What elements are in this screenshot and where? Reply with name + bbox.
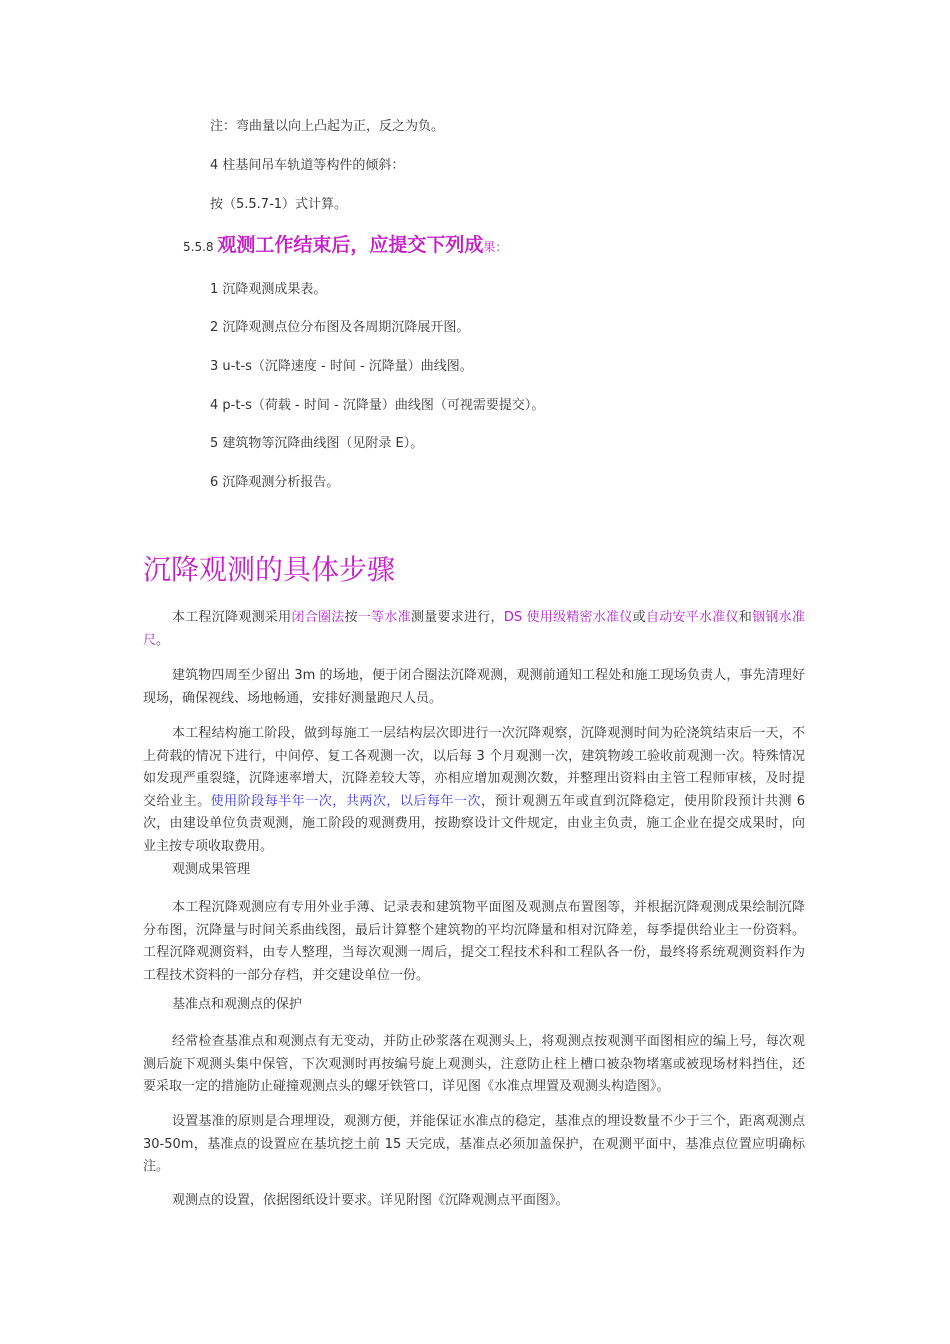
paragraph-site-prep: 建筑物四周至少留出 3m 的场地，便于闭合圈法沉降观测，观测前通知工程处和施工现场负责人，事先清理好现场，确保视线、场地畅通，安排好测量跑尺人员。 bbox=[143, 668, 805, 706]
link-first-order-leveling[interactable]: 一等水准 bbox=[357, 610, 411, 625]
deliverable-item: 6 沉降观测分析报告。 bbox=[210, 475, 340, 490]
deliverable-item: 4 p-t-s（荷载 - 时间 - 沉降量）曲线图（可视需要提交）。 bbox=[210, 398, 545, 413]
link-usage-phase-frequency[interactable]: 使用阶段每半年一次，共两次，以后每年一次 bbox=[210, 793, 482, 809]
text-run: 和 bbox=[738, 610, 753, 625]
deliverable-item: 5 建筑物等沉降曲线图（见附录 E）。 bbox=[210, 436, 424, 451]
heading-5-5-8 bbox=[183, 236, 507, 256]
deliverable-item: 2 沉降观测点位分布图及各周期沉降展开图。 bbox=[210, 320, 470, 335]
section-title: 沉降观测的具体步骤 bbox=[143, 553, 396, 586]
link-auto-level[interactable]: 自动安平水准仪 bbox=[645, 610, 739, 625]
paragraph-method bbox=[143, 607, 805, 652]
text-run: 或 bbox=[632, 610, 646, 625]
subheading-point-protection: 基准点和观测点的保护 bbox=[172, 997, 303, 1012]
link-closed-loop-method[interactable]: 闭合圈法 bbox=[291, 610, 345, 625]
subheading-results-management: 观测成果管理 bbox=[172, 862, 251, 877]
paragraph-observation-points: 观测点的设置，依据图纸设计要求。详见附图《沉降观测点平面图》。 bbox=[172, 1193, 569, 1208]
paragraph-results-management: 本工程沉降观测应有专用外业手薄、记录表和建筑物平面图及观测点布置图等，并根据沉降观测成果绘制沉降分布图，沉降量与时间关系曲线图，最后计算整个建筑物的平均沉降量和相对沉降差，每季提供给业主一份资料。工程沉降观测资料，由专人整理，当每次观测一周后，提交工程技术科和工程队各一份，最终将系统观测资料作为工程技术资料的一部分存档，并交建设单位一份。 bbox=[143, 900, 805, 983]
text-run: 按 bbox=[344, 610, 358, 625]
text-run: ，预计观测五年或直到沉降稳定，使用阶段预计共测 6 次，由建设单位负责观测，施工阶段的观测费用，按勘察设计文件规定，由业主负责，施工企业在提交成果时，向业主按专项收取费用。 bbox=[143, 793, 805, 854]
link-invar-staff[interactable]: 铟钢水准尺 bbox=[143, 610, 805, 648]
paragraph-point-protection: 经常检查基准点和观测点有无变动，并防止砂浆落在观测头上，将观测点按观测平面图相应的编上号，每次观测后旋下观测头集中保管，下次观测时再按编号旋上观测头，注意防止柱上槽口被杂物堵塞或被现场材料挡住，还要采取一定的措施防止碰撞观测点头的螺牙铁管口，详见图《水准点埋置及观测头构造图》。 bbox=[143, 1034, 805, 1094]
heading-tail: 果： bbox=[483, 240, 508, 254]
text-run: 本工程沉降观测采用 bbox=[172, 610, 292, 625]
note-bending-sign: 注：弯曲量以向上凸起为正，反之为负。 bbox=[210, 119, 445, 134]
text-run: 测量要求进行， bbox=[410, 610, 504, 625]
link-ds-precision-level[interactable]: DS 使用级精密水准仪 bbox=[503, 610, 633, 625]
paragraph-benchmark-principle: 设置基准的原则是合理埋设，观测方便，并能保证水准点的稳定，基准点的埋设数量不少于三个，距离观测点 30-50m，基准点的设置应在基坑挖土前 15 天完成，基准点必须加盖保护，在观测平面中，基准点位置应明确标注。 bbox=[143, 1114, 805, 1174]
paragraph-schedule bbox=[143, 723, 805, 858]
deliverable-item: 1 沉降观测成果表。 bbox=[210, 282, 327, 297]
note-formula-ref: 按（5.5.7-1）式计算。 bbox=[210, 197, 348, 212]
deliverable-item: 3 u-t-s（沉降速度 - 时间 - 沉降量）曲线图。 bbox=[210, 359, 473, 374]
text-run: 本工程结构施工阶段，做到每施工一层结构层次即进行一次沉降观察，沉降观测时间为砼浇筑结束后一天，不上荷载的情况下进行，中间停、复工各观测一次，以后每 3 个月观测一次，建筑物竣工验收前观测一次。特殊情况如发现严重裂缝，沉降速率增大，沉降差较大等，亦相应增加观测次数，并整理出资料由主管工程师审核，及时提交给业主。 bbox=[143, 726, 805, 809]
heading-title: 观测工作结束后，应提交下列成 bbox=[217, 234, 484, 256]
text-run: 。 bbox=[156, 632, 170, 648]
note-crane-rail-tilt: 4 柱基间吊车轨道等构件的倾斜： bbox=[210, 158, 405, 173]
heading-number: 5.5.8 bbox=[183, 240, 218, 254]
